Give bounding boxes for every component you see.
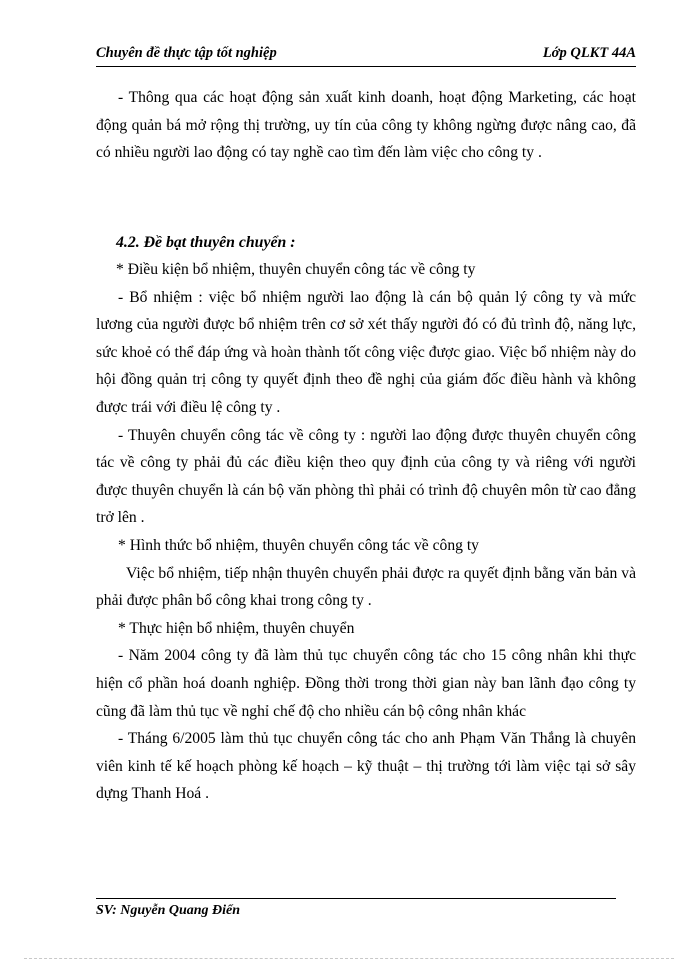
- header-title: Chuyên đề thực tập tốt nghiệp: [96, 45, 277, 61]
- intro-paragraph: - Thông qua các hoạt động sản xuất kinh doanh, hoạt động Marketing, các hoạt động quản bá mở rộng thị trường, uy tín của công ty không ngừng được nâng cao, đã có nhiều người lao động có tay nghề cao tìm đến làm việc cho công ty .: [96, 89, 636, 162]
- paragraph-implementation-title: * Thực hiện bổ nhiệm, thuyên chuyển: [118, 619, 355, 637]
- page-break-line: [24, 958, 674, 959]
- footer-author: SV: Nguyễn Quang Điển: [96, 903, 241, 918]
- paragraph-2004: - Năm 2004 công ty đã làm thủ tục chuyển công tác cho 15 công nhân khi thực hiện cổ phần hoá doanh nghiệp. Đồng thời trong thời gian này ban lãnh đạo công ty cũng đã làm thủ tục về nghỉ chế độ cho nhiều cán bộ công nhân khác: [96, 647, 636, 720]
- footer-divider: [96, 898, 616, 899]
- paragraph-conditions-title: * Điều kiện bổ nhiệm, thuyên chuyển công tác về công ty: [116, 261, 476, 278]
- paragraph-appointment: - Bổ nhiệm : việc bổ nhiệm người lao động là cán bộ quản lý công ty và mức lương của người được bổ nhiệm trên cơ sở xét thấy người đó có đủ trình độ, năng lực, sức khoẻ có thể đáp ứng và hoàn thành tốt công việc được giao. Việc bổ nhiệm này do hội đồng quản trị công ty quyết định theo đề nghị của giám đốc điều hành và không được trái với điều lệ công ty .: [96, 288, 636, 416]
- paragraph-forms-title: * Hình thức bổ nhiệm, thuyên chuyển công tác về công ty: [118, 536, 479, 554]
- section-heading: 4.2. Đề bạt thuyên chuyển :: [116, 234, 296, 251]
- intro-block: [96, 84, 636, 167]
- page-header: [96, 44, 636, 67]
- section-body: [96, 256, 636, 808]
- header-class: Lớp QLKT 44A: [542, 45, 636, 61]
- paragraph-forms-body: Việc bổ nhiệm, tiếp nhận thuyên chuyển phải được ra quyết định bằng văn bản và phải được phân bổ công khai trong công ty .: [96, 564, 636, 610]
- paragraph-transfer: - Thuyên chuyển công tác về công ty : người lao động được thuyên chuyển công tác về công ty phải đủ các điều kiện theo quy định của công ty và riêng với người được thuyên chuyển là cán bộ văn phòng thì phải có trình độ chuyên môn từ cao đẳng trở lên .: [96, 426, 636, 527]
- paragraph-2005: - Tháng 6/2005 làm thủ tục chuyển công tác cho anh Phạm Văn Thắng là chuyên viên kinh tế kế hoạch phòng kế hoạch – kỹ thuật – thị trường tới làm việc tại sở sây dựng Thanh Hoá .: [96, 730, 636, 803]
